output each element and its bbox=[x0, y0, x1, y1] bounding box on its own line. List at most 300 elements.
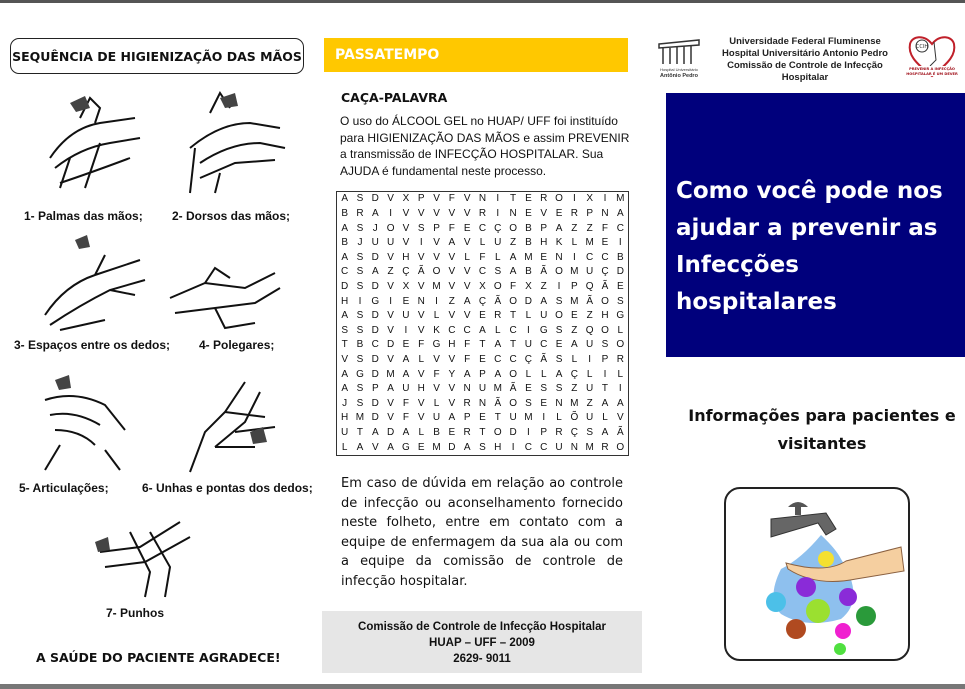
word-search-cell[interactable]: G bbox=[371, 295, 380, 307]
word-search-cell[interactable]: B bbox=[525, 237, 532, 249]
word-search-cell[interactable]: A bbox=[601, 397, 609, 409]
word-search-cell[interactable]: V bbox=[402, 237, 410, 249]
word-search-cell[interactable]: C bbox=[509, 324, 517, 336]
word-search-cell[interactable]: D bbox=[371, 354, 379, 365]
word-search-cell[interactable]: R bbox=[463, 427, 471, 439]
word-search-cell[interactable]: D bbox=[371, 324, 379, 336]
word-search-cell[interactable]: A bbox=[341, 368, 348, 380]
word-search-cell[interactable]: U bbox=[586, 339, 594, 351]
word-search-cell[interactable]: V bbox=[387, 280, 394, 292]
word-search-cell[interactable]: A bbox=[463, 295, 471, 307]
word-search-cell[interactable]: C bbox=[586, 251, 594, 263]
word-search-cell[interactable]: O bbox=[555, 266, 563, 278]
word-search-cell[interactable]: A bbox=[555, 368, 563, 380]
word-search-cell[interactable]: I bbox=[603, 193, 607, 205]
word-search-cell[interactable]: U bbox=[586, 412, 594, 424]
word-search-cell[interactable]: C bbox=[494, 354, 502, 365]
word-search-cell[interactable]: Ç bbox=[494, 222, 502, 234]
word-search-cell[interactable]: G bbox=[402, 441, 410, 453]
word-search-cell[interactable]: C bbox=[616, 222, 624, 234]
word-search-cell[interactable]: I bbox=[389, 295, 392, 307]
word-search-cell[interactable]: V bbox=[463, 237, 471, 249]
word-search-cell[interactable]: G bbox=[356, 368, 364, 380]
word-search-cell[interactable]: L bbox=[495, 324, 501, 336]
word-search-cell[interactable]: V bbox=[433, 207, 440, 219]
word-search-cell[interactable]: U bbox=[509, 412, 517, 424]
word-search-cell[interactable]: V bbox=[417, 310, 425, 322]
word-search-cell[interactable]: V bbox=[417, 412, 425, 424]
word-search-cell[interactable]: Q bbox=[585, 280, 594, 292]
word-search-cell[interactable]: V bbox=[463, 193, 471, 205]
word-search-cell[interactable]: H bbox=[417, 383, 425, 395]
word-search-cell[interactable]: V bbox=[463, 266, 471, 278]
word-search-cell[interactable]: V bbox=[448, 354, 456, 365]
word-search-cell[interactable]: Y bbox=[448, 368, 456, 380]
word-search-cell[interactable]: S bbox=[555, 354, 563, 365]
word-search-cell[interactable]: I bbox=[572, 193, 576, 205]
word-search-cell[interactable]: V bbox=[387, 193, 394, 205]
word-search-cell[interactable]: O bbox=[509, 295, 517, 307]
word-search-cell[interactable]: A bbox=[555, 222, 563, 234]
word-search-cell[interactable]: F bbox=[418, 339, 425, 351]
word-search-cell[interactable]: C bbox=[463, 324, 471, 336]
word-search-cell[interactable]: F bbox=[433, 368, 440, 380]
word-search-cell[interactable]: T bbox=[479, 339, 486, 351]
word-search-cell[interactable]: D bbox=[371, 310, 379, 322]
word-search-cell[interactable]: A bbox=[341, 193, 348, 205]
word-search-cell[interactable]: O bbox=[509, 222, 517, 234]
word-search-cell[interactable]: P bbox=[479, 368, 486, 380]
word-search-cell[interactable]: L bbox=[341, 441, 348, 453]
word-search-cell[interactable]: V bbox=[448, 207, 456, 219]
word-search-cell[interactable]: S bbox=[540, 383, 548, 395]
word-search-cell[interactable]: L bbox=[418, 354, 424, 365]
word-search-cell[interactable]: J bbox=[357, 237, 363, 249]
word-search-cell[interactable]: S bbox=[356, 193, 364, 205]
word-search-cell[interactable]: S bbox=[494, 266, 502, 278]
word-search-cell[interactable]: V bbox=[448, 280, 456, 292]
word-search-cell[interactable]: A bbox=[402, 368, 410, 380]
word-search-cell[interactable]: X bbox=[479, 280, 486, 292]
word-search-cell[interactable]: R bbox=[570, 207, 578, 219]
word-search-cell[interactable]: Ç bbox=[524, 354, 533, 365]
word-search-cell[interactable]: Ã bbox=[509, 383, 517, 395]
word-search-cell[interactable]: U bbox=[586, 266, 594, 278]
word-search-cell[interactable]: I bbox=[527, 427, 530, 439]
word-search-cell[interactable]: T bbox=[510, 310, 517, 322]
word-search-cell[interactable]: B bbox=[341, 207, 348, 219]
word-search-cell[interactable]: H bbox=[601, 310, 609, 322]
word-search-cell[interactable]: E bbox=[555, 207, 563, 219]
word-search-cell[interactable]: K bbox=[555, 237, 563, 249]
word-search-cell[interactable]: L bbox=[571, 237, 578, 249]
word-search-cell[interactable]: N bbox=[509, 207, 517, 219]
word-search-cell[interactable]: C bbox=[371, 339, 379, 351]
word-search-cell[interactable]: L bbox=[602, 412, 608, 424]
word-search-cell[interactable]: M bbox=[616, 193, 625, 205]
word-search-cell[interactable]: O bbox=[616, 441, 625, 453]
word-search-cell[interactable]: F bbox=[479, 251, 486, 263]
word-search-cell[interactable]: S bbox=[616, 295, 624, 307]
word-search-cell[interactable]: I bbox=[527, 324, 530, 336]
word-search-cell[interactable]: N bbox=[601, 207, 609, 219]
word-search-cell[interactable]: C bbox=[478, 222, 487, 234]
word-search-cell[interactable]: L bbox=[479, 237, 486, 249]
word-search-cell[interactable]: B bbox=[356, 339, 364, 351]
word-search-cell[interactable]: V bbox=[433, 193, 440, 205]
word-search-cell[interactable]: V bbox=[387, 310, 394, 322]
word-search-cell[interactable]: D bbox=[448, 441, 456, 453]
word-search-cell[interactable]: L bbox=[525, 310, 532, 322]
word-search-cell[interactable]: I bbox=[511, 441, 515, 453]
word-search-cell[interactable]: B bbox=[525, 222, 532, 234]
word-search-cell[interactable]: S bbox=[356, 280, 364, 292]
word-search-cell[interactable]: F bbox=[402, 412, 409, 424]
word-search-cell[interactable]: L bbox=[418, 427, 424, 439]
word-search-cell[interactable]: L bbox=[586, 368, 593, 380]
word-search-cell[interactable]: D bbox=[386, 427, 395, 439]
word-search-cell[interactable]: V bbox=[417, 280, 425, 292]
word-search-cell[interactable]: S bbox=[555, 324, 563, 336]
word-search-cell[interactable]: V bbox=[448, 383, 456, 395]
word-search-cell[interactable]: I bbox=[358, 295, 362, 307]
word-search-cell[interactable]: A bbox=[341, 222, 348, 234]
word-search-cell[interactable]: D bbox=[509, 427, 517, 439]
word-search-cell[interactable]: P bbox=[571, 280, 578, 292]
word-search-cell[interactable]: F bbox=[402, 397, 409, 409]
word-search-cell[interactable]: H bbox=[540, 237, 548, 249]
word-search-cell[interactable]: L bbox=[617, 368, 624, 380]
word-search-cell[interactable]: C bbox=[524, 441, 533, 453]
word-search-cell[interactable]: V bbox=[417, 207, 425, 219]
word-search-cell[interactable]: I bbox=[496, 193, 500, 205]
word-search-cell[interactable]: N bbox=[463, 383, 471, 395]
word-search-cell[interactable]: E bbox=[525, 207, 532, 219]
word-search-cell[interactable]: V bbox=[463, 280, 471, 292]
word-search-cell[interactable]: B bbox=[341, 237, 348, 249]
word-search-cell[interactable]: A bbox=[479, 324, 486, 336]
word-search-cell[interactable]: T bbox=[479, 427, 486, 439]
word-search-cell[interactable]: M bbox=[585, 441, 594, 453]
word-search-cell[interactable]: C bbox=[509, 354, 517, 365]
word-search-cell[interactable]: L bbox=[617, 324, 624, 336]
word-search-cell[interactable]: V bbox=[616, 412, 624, 424]
word-search-cell[interactable]: A bbox=[371, 266, 379, 278]
word-search-cell[interactable]: Z bbox=[540, 280, 547, 292]
word-search-cell[interactable]: Ã bbox=[417, 266, 425, 278]
word-search-cell[interactable]: U bbox=[341, 427, 349, 439]
word-search-cell[interactable]: P bbox=[463, 412, 471, 424]
word-search-cell[interactable]: J bbox=[372, 222, 378, 234]
word-search-cell[interactable]: A bbox=[402, 427, 410, 439]
word-search-cell[interactable]: A bbox=[371, 207, 379, 219]
word-search-cell[interactable]: M bbox=[524, 251, 533, 263]
word-search-cell[interactable]: C bbox=[540, 339, 548, 351]
word-search-cell[interactable]: S bbox=[356, 383, 364, 395]
word-search-cell[interactable]: U bbox=[402, 310, 410, 322]
word-search-cell[interactable]: S bbox=[356, 324, 364, 336]
word-search-cell[interactable]: L bbox=[433, 310, 440, 322]
word-search-cell[interactable]: O bbox=[493, 427, 502, 439]
word-search-cell[interactable]: O bbox=[601, 324, 609, 336]
word-search-cell[interactable]: Ã bbox=[494, 397, 502, 409]
word-search-cell[interactable]: U bbox=[494, 237, 502, 249]
word-search-cell[interactable]: O bbox=[386, 222, 395, 234]
word-search-cell[interactable]: V bbox=[371, 441, 379, 453]
word-search-cell[interactable]: D bbox=[371, 280, 379, 292]
word-search-cell[interactable]: L bbox=[540, 368, 547, 380]
word-search-cell[interactable]: O bbox=[601, 295, 609, 307]
word-search-cell[interactable]: B bbox=[616, 251, 624, 263]
word-search-cell[interactable]: S bbox=[601, 339, 609, 351]
word-search-cell[interactable]: V bbox=[417, 251, 425, 263]
word-search-cell[interactable]: I bbox=[419, 237, 423, 249]
word-search-cell[interactable]: S bbox=[356, 266, 364, 278]
word-search-cell[interactable]: X bbox=[402, 280, 410, 292]
word-search-cell[interactable]: A bbox=[494, 368, 502, 380]
word-search-cell[interactable]: E bbox=[525, 193, 532, 205]
word-search-cell[interactable]: R bbox=[540, 193, 548, 205]
word-search-cell[interactable]: L bbox=[495, 251, 501, 263]
word-search-cell[interactable]: E bbox=[540, 251, 548, 263]
word-search-cell[interactable]: A bbox=[402, 354, 410, 365]
word-search-cell[interactable]: T bbox=[341, 339, 348, 351]
word-search-cell[interactable]: O bbox=[493, 280, 502, 292]
word-search-cell[interactable]: U bbox=[386, 237, 395, 249]
word-search-cell[interactable]: C bbox=[601, 251, 609, 263]
word-search-cell[interactable]: V bbox=[448, 310, 456, 322]
word-search-cell[interactable]: M bbox=[570, 397, 579, 409]
word-search-cell[interactable]: E bbox=[601, 237, 609, 249]
word-search-cell[interactable]: P bbox=[601, 354, 609, 365]
word-search-cell[interactable]: S bbox=[341, 324, 348, 336]
word-search-cell[interactable]: U bbox=[371, 237, 379, 249]
word-search-cell[interactable]: E bbox=[540, 397, 548, 409]
word-search-cell[interactable]: C bbox=[448, 324, 456, 336]
word-search-cell[interactable]: A bbox=[387, 441, 394, 453]
word-search-cell[interactable]: E bbox=[402, 339, 410, 351]
word-search-cell[interactable]: S bbox=[356, 354, 364, 365]
word-search-cell[interactable]: S bbox=[417, 222, 425, 234]
word-search-cell[interactable]: D bbox=[386, 339, 395, 351]
word-search-cell[interactable]: I bbox=[542, 412, 546, 424]
word-search-cell[interactable]: V bbox=[463, 310, 471, 322]
word-search-cell[interactable]: H bbox=[494, 441, 502, 453]
word-search-cell[interactable]: K bbox=[433, 324, 440, 336]
word-search-cell[interactable]: A bbox=[601, 427, 609, 439]
word-search-cell[interactable]: S bbox=[479, 441, 486, 453]
word-search-cell[interactable]: A bbox=[540, 295, 548, 307]
word-search-cell[interactable]: M bbox=[386, 368, 395, 380]
word-search-cell[interactable]: P bbox=[540, 222, 548, 234]
word-search-cell[interactable]: A bbox=[616, 207, 624, 219]
word-search-cell[interactable]: F bbox=[448, 193, 455, 205]
word-search-cell[interactable]: H bbox=[341, 295, 349, 307]
word-search-cell[interactable]: Z bbox=[510, 237, 517, 249]
word-search-cell[interactable]: N bbox=[570, 441, 578, 453]
word-search-cell[interactable]: R bbox=[555, 427, 563, 439]
word-search-cell[interactable]: G bbox=[539, 324, 548, 336]
word-search-cell[interactable]: R bbox=[478, 207, 487, 219]
word-search-cell[interactable]: L bbox=[571, 354, 578, 365]
word-search-cell[interactable]: V bbox=[417, 368, 425, 380]
word-search-cell[interactable]: S bbox=[525, 397, 532, 409]
word-search-cell[interactable]: V bbox=[402, 207, 410, 219]
word-search-cell[interactable]: V bbox=[433, 251, 440, 263]
word-search-cell[interactable]: R bbox=[494, 310, 502, 322]
word-search-cell[interactable]: M bbox=[432, 441, 441, 453]
word-search-cell[interactable]: F bbox=[510, 280, 517, 292]
word-search-cell[interactable]: P bbox=[586, 207, 593, 219]
word-search-cell[interactable]: C bbox=[341, 266, 349, 278]
word-search-cell[interactable]: I bbox=[496, 207, 500, 219]
word-search-cell[interactable]: Ã bbox=[616, 427, 624, 439]
word-search-cell[interactable]: X bbox=[402, 193, 410, 205]
word-search-cell[interactable]: P bbox=[540, 427, 548, 439]
word-search-cell[interactable]: V bbox=[463, 207, 471, 219]
word-search-cell[interactable]: U bbox=[432, 412, 441, 424]
word-search-cell[interactable]: I bbox=[618, 237, 622, 249]
word-search-cell[interactable]: U bbox=[524, 339, 533, 351]
word-search-cell[interactable]: A bbox=[463, 441, 471, 453]
word-search-cell[interactable]: O bbox=[555, 310, 563, 322]
word-search-cell[interactable]: I bbox=[572, 251, 576, 263]
word-search-cell[interactable]: V bbox=[448, 266, 456, 278]
word-search-cell[interactable]: H bbox=[402, 251, 410, 263]
word-search-cell[interactable]: C bbox=[540, 441, 548, 453]
word-search-cell[interactable]: S bbox=[555, 295, 563, 307]
word-search-cell[interactable]: H bbox=[341, 412, 349, 424]
word-search-cell[interactable]: D bbox=[371, 412, 379, 424]
word-search-cell[interactable]: I bbox=[435, 295, 438, 307]
word-search-cell[interactable]: S bbox=[586, 427, 593, 439]
word-search-cell[interactable]: E bbox=[479, 412, 486, 424]
word-search-cell[interactable]: V bbox=[417, 324, 425, 336]
word-search-cell[interactable]: A bbox=[387, 383, 394, 395]
word-search-cell[interactable]: Z bbox=[571, 222, 578, 234]
word-search-cell[interactable]: X bbox=[586, 193, 593, 205]
word-search-cell[interactable]: V bbox=[387, 251, 394, 263]
word-search-cell[interactable]: T bbox=[494, 412, 501, 424]
word-search-cell[interactable]: O bbox=[616, 339, 625, 351]
word-search-cell[interactable]: V bbox=[433, 383, 440, 395]
word-search-cell[interactable]: H bbox=[448, 339, 456, 351]
word-search-cell[interactable]: X bbox=[525, 280, 532, 292]
word-search-cell[interactable]: V bbox=[387, 412, 394, 424]
word-search-cell[interactable]: P bbox=[371, 383, 379, 395]
word-search-cell[interactable]: S bbox=[356, 397, 364, 409]
word-search-cell[interactable]: B bbox=[525, 266, 532, 278]
word-search-cell[interactable]: D bbox=[524, 295, 533, 307]
word-search-cell[interactable]: O bbox=[509, 368, 517, 380]
word-search-cell[interactable]: R bbox=[463, 397, 471, 409]
word-search-cell[interactable]: B bbox=[433, 427, 440, 439]
word-search-cell[interactable]: G bbox=[432, 339, 441, 351]
word-search-cell[interactable]: V bbox=[402, 222, 410, 234]
word-search-cell[interactable]: F bbox=[448, 222, 455, 234]
word-search-cell[interactable]: V bbox=[341, 354, 348, 365]
word-search-cell[interactable]: V bbox=[433, 354, 440, 365]
word-search-cell[interactable]: Ç bbox=[402, 266, 410, 278]
word-search-cell[interactable]: T bbox=[510, 193, 517, 205]
word-search-cell[interactable]: E bbox=[571, 310, 578, 322]
word-search-cell[interactable]: N bbox=[417, 295, 425, 307]
word-search-cell[interactable]: M bbox=[570, 266, 579, 278]
word-search-cell[interactable]: I bbox=[603, 368, 607, 380]
word-search-cell[interactable]: L bbox=[556, 412, 562, 424]
word-search-cell[interactable]: L bbox=[525, 368, 532, 380]
word-search-cell[interactable]: U bbox=[586, 383, 594, 395]
word-search-cell[interactable]: A bbox=[356, 441, 364, 453]
word-search-cell[interactable]: Z bbox=[571, 383, 578, 395]
word-search-cell[interactable]: D bbox=[371, 368, 379, 380]
word-search-cell[interactable]: Z bbox=[586, 222, 593, 234]
word-search-cell[interactable]: L bbox=[433, 397, 440, 409]
word-search-cell[interactable]: Ç bbox=[570, 368, 578, 380]
word-search-cell[interactable]: E bbox=[525, 383, 532, 395]
word-search-cell[interactable]: Z bbox=[448, 295, 455, 307]
word-search-cell[interactable]: R bbox=[601, 441, 609, 453]
word-search-cell[interactable]: S bbox=[356, 251, 364, 263]
word-search-cell[interactable]: J bbox=[342, 397, 348, 409]
word-search-cell[interactable]: A bbox=[616, 397, 624, 409]
word-search-cell[interactable]: T bbox=[356, 427, 364, 439]
word-search-cell[interactable]: V bbox=[448, 397, 456, 409]
word-search-cell[interactable]: V bbox=[540, 207, 548, 219]
word-search-cell[interactable]: U bbox=[478, 383, 487, 395]
word-search-cell[interactable]: O bbox=[432, 266, 441, 278]
word-search-cell[interactable]: C bbox=[478, 266, 487, 278]
word-search-cell[interactable]: E bbox=[402, 295, 410, 307]
word-search-cell[interactable]: N bbox=[478, 193, 487, 205]
word-search-cell[interactable]: V bbox=[387, 354, 394, 365]
word-search-cell[interactable]: S bbox=[356, 310, 364, 322]
word-search-cell[interactable]: I bbox=[389, 207, 392, 219]
word-search-cell[interactable]: R bbox=[356, 207, 364, 219]
word-search-cell[interactable]: R bbox=[616, 354, 624, 365]
word-search-cell[interactable]: U bbox=[402, 383, 410, 395]
word-search-cell[interactable]: Z bbox=[586, 310, 593, 322]
word-search-cell[interactable]: S bbox=[356, 222, 364, 234]
word-search-cell[interactable]: Ã bbox=[494, 295, 502, 307]
word-search-cell[interactable]: O bbox=[555, 193, 563, 205]
word-search-cell[interactable]: F bbox=[601, 222, 609, 234]
word-search-cell[interactable]: G bbox=[616, 310, 625, 322]
word-search-cell[interactable]: A bbox=[571, 339, 578, 351]
word-search-cell[interactable]: E bbox=[463, 222, 471, 234]
word-search-cell[interactable]: I bbox=[588, 354, 592, 365]
word-search-cell[interactable]: E bbox=[479, 354, 486, 365]
word-search-cell[interactable]: E bbox=[448, 427, 456, 439]
word-search-cell[interactable]: Ç bbox=[570, 427, 578, 439]
word-search-cell[interactable]: M bbox=[585, 237, 594, 249]
word-search-cell[interactable]: A bbox=[448, 237, 456, 249]
word-search-cell[interactable]: V bbox=[417, 397, 425, 409]
word-search-cell[interactable]: A bbox=[509, 266, 517, 278]
word-search-cell[interactable]: F bbox=[464, 339, 471, 351]
word-search-cell[interactable]: I bbox=[557, 280, 561, 292]
word-search-cell[interactable]: Z bbox=[586, 397, 593, 409]
word-search-cell[interactable]: S bbox=[555, 383, 563, 395]
word-search-cell[interactable]: M bbox=[524, 412, 533, 424]
word-search-cell[interactable]: A bbox=[448, 412, 456, 424]
word-search-cell[interactable]: Ã bbox=[540, 354, 548, 365]
word-search-cell[interactable]: T bbox=[601, 383, 609, 395]
word-search-cell[interactable]: Z bbox=[387, 266, 394, 278]
word-search-cell[interactable]: I bbox=[618, 383, 622, 395]
word-search-cell[interactable]: D bbox=[616, 266, 624, 278]
word-search-cell[interactable]: O bbox=[509, 397, 517, 409]
